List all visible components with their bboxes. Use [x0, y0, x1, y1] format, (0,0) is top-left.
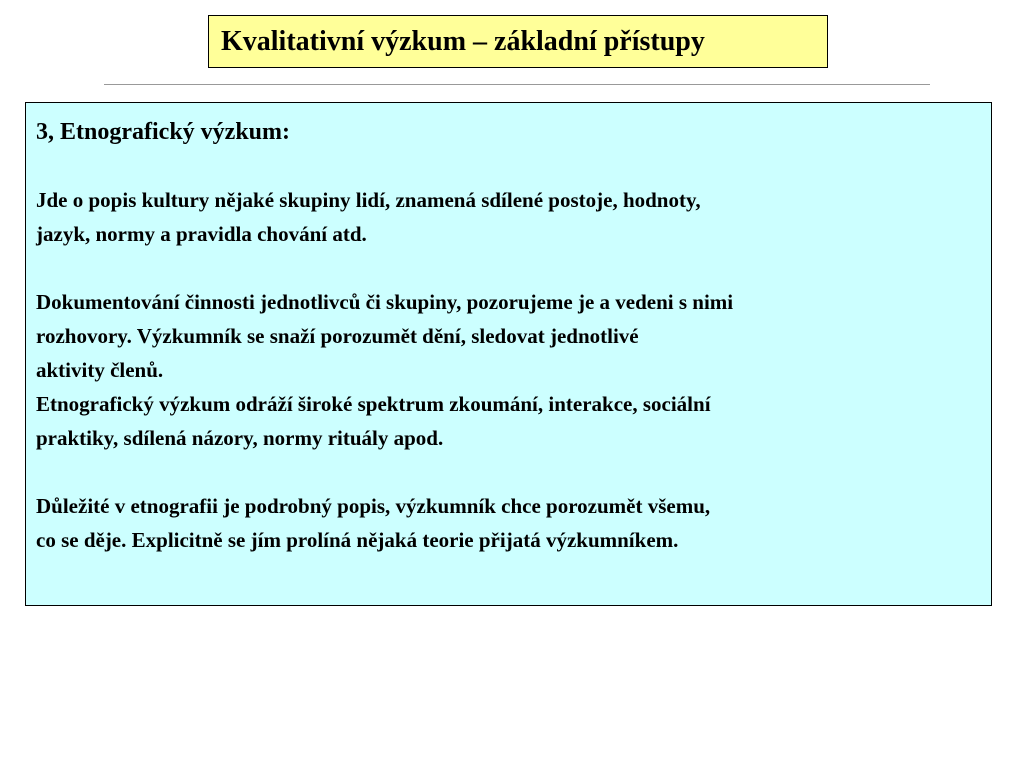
- spacer: [36, 149, 983, 183]
- slide-title-box: [208, 15, 828, 68]
- paragraph-line: co se děje. Explicitně se jím prolíná nějaká teorie přijatá výzkumníkem.: [36, 528, 679, 552]
- paragraph-detail: [36, 489, 983, 557]
- paragraph-culture: [36, 183, 983, 251]
- spacer: [36, 251, 983, 285]
- paragraph-line: Dokumentování činnosti jednotlivců či skupiny, pozorujeme je a vedeni s nimi: [36, 290, 734, 314]
- title-divider: [104, 84, 930, 85]
- spacer: [36, 455, 983, 489]
- paragraph-documentation: [36, 285, 983, 387]
- paragraph-line: Důležité v etnografii je podrobný popis, výzkumník chce porozumět všemu,: [36, 494, 711, 518]
- content-box: [25, 102, 992, 606]
- paragraph-line: Jde o popis kultury nějaké skupiny lidí, znamená sdílené postoje, hodnoty,: [36, 188, 701, 212]
- paragraph-line: rozhovory. Výzkumník se snaží porozumět dění, sledovat jednotlivé: [36, 324, 639, 348]
- slide-title: Kvalitativní výzkum – základní přístupy: [221, 25, 705, 57]
- paragraph-line: praktiky, sdílená názory, normy rituály apod.: [36, 426, 444, 450]
- section-heading: 3, Etnografický výzkum:: [36, 119, 290, 145]
- paragraph-spectrum: [36, 387, 983, 455]
- paragraph-line: jazyk, normy a pravidla chování atd.: [36, 222, 367, 246]
- paragraph-line: Etnografický výzkum odráží široké spektrum zkoumání, interakce, sociální: [36, 392, 711, 416]
- paragraph-line: aktivity členů.: [36, 358, 164, 382]
